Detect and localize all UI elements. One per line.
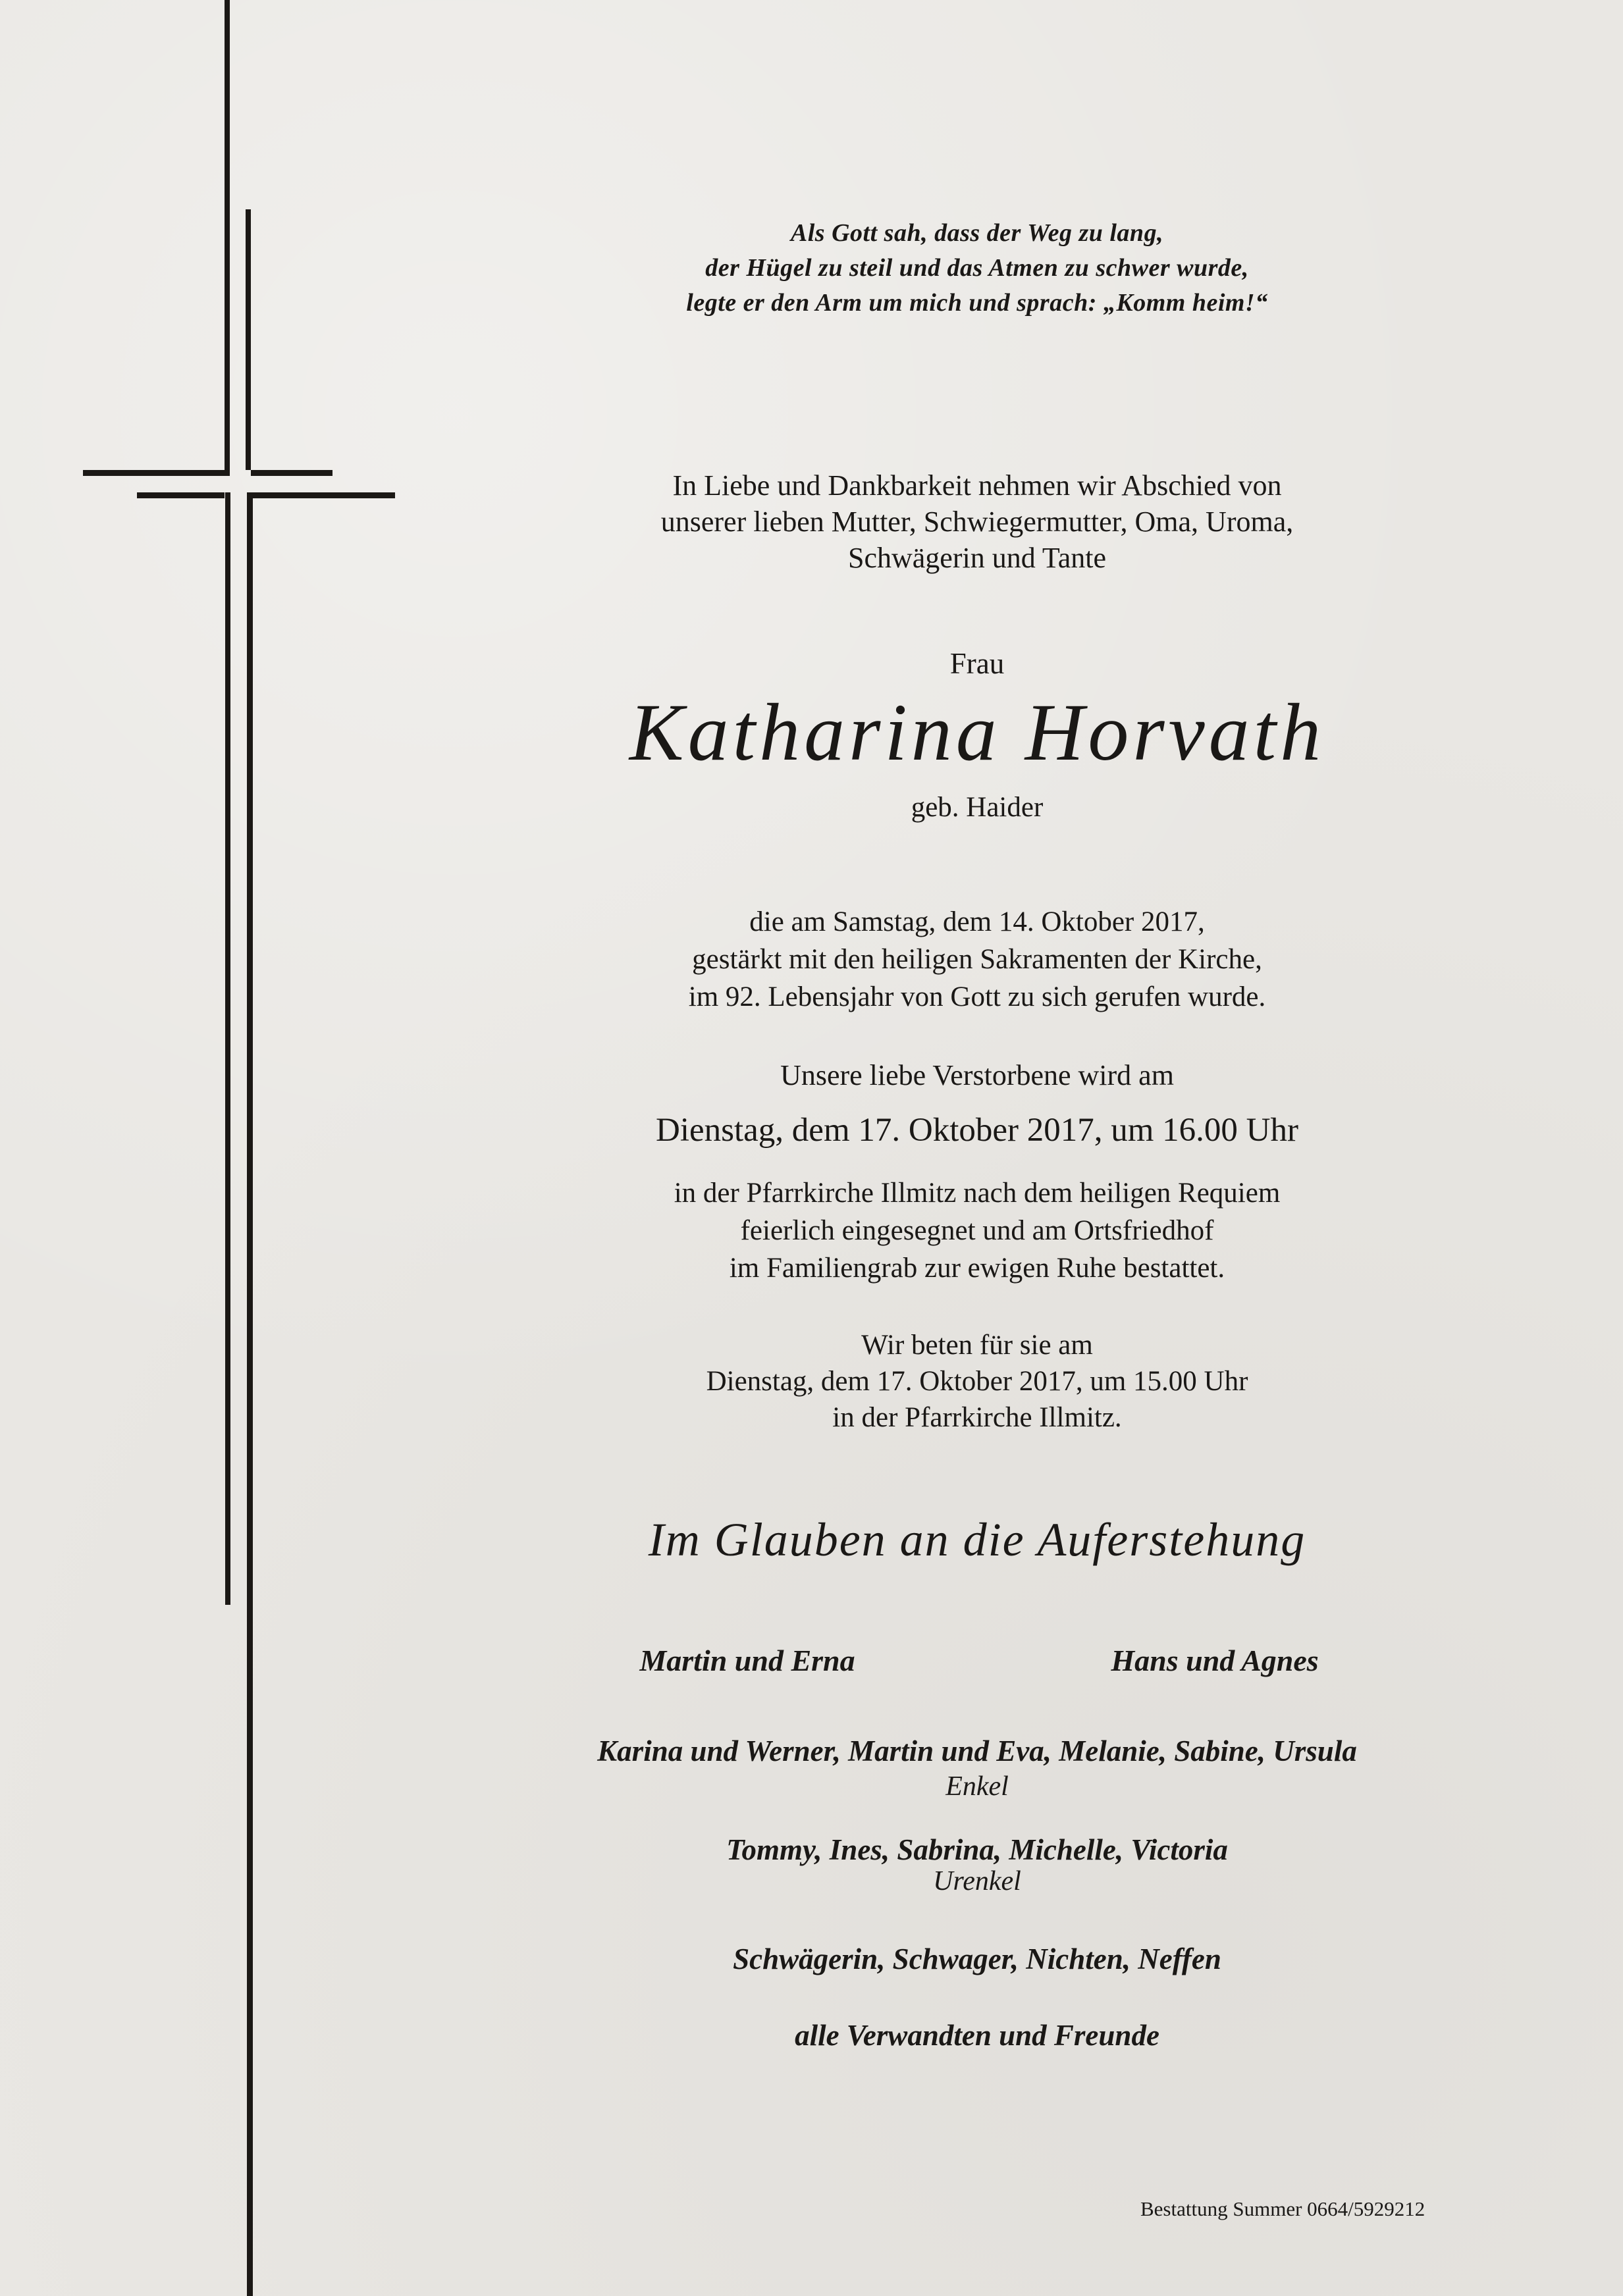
prayer-line: Dienstag, dem 17. Oktober 2017, um 15.00 Uhr — [706, 1366, 1248, 1397]
farewell-line: In Liebe und Dankbarkeit nehmen wir Abschied von — [672, 469, 1282, 502]
farewell-line: Schwägerin und Tante — [847, 542, 1106, 574]
opening-verse — [332, 216, 1622, 321]
obituary-text-column — [332, 0, 1622, 2296]
verse-line: der Hügel zu steil und das Atmen zu schwer wurde, — [705, 254, 1249, 282]
funeral-location — [332, 1174, 1622, 1287]
mourner-grandchildren-names: Karina und Werner, Martin und Eva, Melanie, Sabine, Ursula — [597, 1735, 1357, 1767]
prayer-line: in der Pfarrkirche Illmitz. — [832, 1402, 1122, 1433]
mourner-children-right: Hans und Agnes — [1111, 1644, 1319, 1677]
mourner-children-left: Martin und Erna — [639, 1644, 855, 1677]
mourner-great-grandchildren-names: Tommy, Ines, Sabrina, Michelle, Victoria — [726, 1833, 1228, 1866]
great-grandchildren-label: Urenkel — [933, 1866, 1021, 1896]
mourners-children-row — [332, 1643, 1622, 1683]
mourner-closing: alle Verwandten und Freunde — [795, 2019, 1159, 2052]
cross-horizontal-lower-left — [137, 492, 225, 498]
funeral-location-line: im Familiengrab zur ewigen Ruhe bestattet. — [729, 1253, 1225, 1284]
death-details-line: gestärkt mit den heiligen Sakramenten der Kirche, — [692, 944, 1262, 975]
cross-vertical-right-lower — [247, 492, 253, 2296]
farewell-intro — [332, 467, 1622, 576]
death-details-line: die am Samstag, dem 14. Oktober 2017, — [749, 906, 1205, 937]
cross-vertical-left-upper — [225, 0, 230, 476]
funeral-intro: Unsere liebe Verstorbene wird am — [780, 1059, 1174, 1091]
maiden-name: geb. Haider — [911, 792, 1044, 823]
cross-vertical-left-lower — [225, 492, 230, 1605]
verse-line: legte er den Arm um mich und sprach: „Komm heim!“ — [686, 289, 1268, 317]
funeral-datetime: Dienstag, dem 17. Oktober 2017, um 16.00 Uhr — [656, 1112, 1298, 1149]
funeral-location-line: feierlich eingesegnet und am Ortsfriedhof — [740, 1215, 1214, 1246]
prayer-notice — [332, 1327, 1622, 1436]
verse-line: Als Gott sah, dass der Weg zu lang, — [790, 219, 1164, 247]
cross-horizontal-upper-left — [83, 470, 225, 476]
death-details — [332, 903, 1622, 1016]
funeral-location-line: in der Pfarrkirche Illmitz nach dem heiligen Requiem — [674, 1178, 1281, 1209]
prayer-line: Wir beten für sie am — [861, 1330, 1093, 1361]
deceased-name: Katharina Horvath — [629, 687, 1325, 777]
faith-motto: Im Glauben an die Auferstehung — [648, 1513, 1306, 1566]
farewell-line: unserer lieben Mutter, Schwiegermutter, Oma, Uroma, — [660, 506, 1294, 538]
mourner-relatives: Schwägerin, Schwager, Nichten, Neffen — [733, 1943, 1221, 1975]
death-details-line: im 92. Lebensjahr von Gott zu sich gerufen wurde. — [688, 981, 1266, 1012]
cross-vertical-right-upper — [246, 209, 251, 470]
funeral-home-contact: Bestattung Summer 0664/5929212 — [1140, 2197, 1425, 2220]
salutation: Frau — [949, 647, 1005, 680]
grandchildren-label: Enkel — [945, 1771, 1009, 1802]
cross-horizontal-upper-right — [251, 470, 333, 476]
